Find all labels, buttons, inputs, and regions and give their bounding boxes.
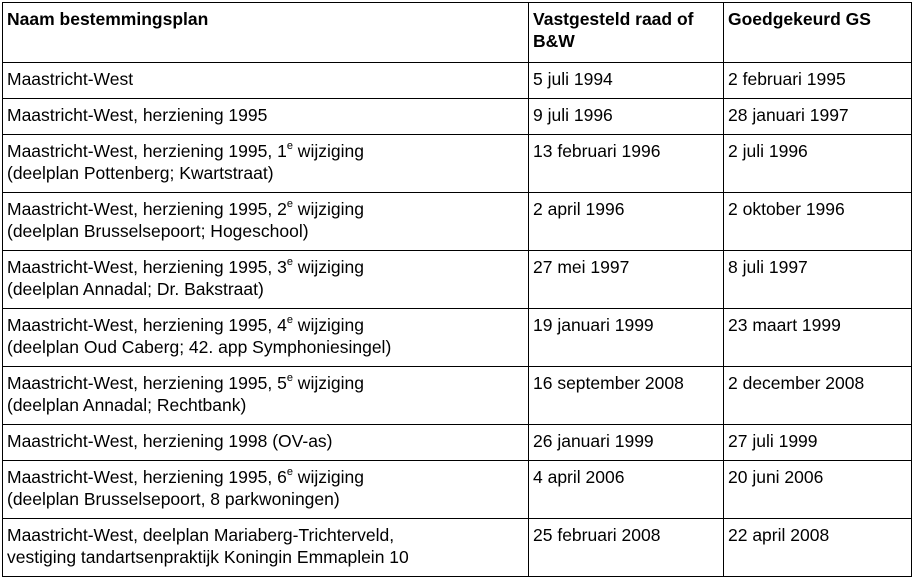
plan-name: Maastricht-West, herziening 1998 (OV-as) [7, 431, 333, 451]
plan-name-cell [3, 193, 529, 251]
plan-name-cell [3, 99, 529, 135]
adopted-date: 4 april 2006 [529, 461, 724, 519]
plan-name-cell [3, 251, 529, 309]
plan-name-cell [3, 367, 529, 425]
approved-date: 20 juni 2006 [724, 461, 912, 519]
header-plan-name: Naam bestemmingsplan [3, 3, 529, 63]
plan-name: Maastricht-West [7, 69, 134, 89]
plan-name [7, 198, 528, 220]
plan-name-rest: wijziging [292, 199, 364, 219]
ordinal-suffix: e [286, 372, 293, 384]
adopted-date: 13 februari 1996 [529, 135, 724, 193]
approved-date: 8 juli 1997 [724, 251, 912, 309]
plan-name-rest: wijziging [292, 467, 364, 487]
approved-date: 28 januari 1997 [724, 99, 912, 135]
plan-subtitle: (deelplan Brusselsepoort; Hogeschool) [7, 221, 309, 241]
table-row [3, 309, 912, 367]
ordinal-suffix: e [286, 140, 293, 152]
plan-subtitle: (deelplan Annadal; Dr. Bakstraat) [7, 279, 264, 299]
header-approved: Goedgekeurd GS [724, 3, 912, 63]
plan-name-rest: wijziging [292, 373, 364, 393]
adopted-date: 16 september 2008 [529, 367, 724, 425]
plan-name-cell [3, 309, 529, 367]
table-row [3, 193, 912, 251]
plan-name [7, 372, 528, 394]
plan-subtitle: (deelplan Pottenberg; Kwartstraat) [7, 163, 274, 183]
plan-name-cell [3, 63, 529, 99]
adopted-date: 26 januari 1999 [529, 425, 724, 461]
adopted-date: 9 juli 1996 [529, 99, 724, 135]
approved-date: 23 maart 1999 [724, 309, 912, 367]
plan-name [7, 314, 528, 336]
table-row [3, 367, 912, 425]
approved-date: 2 oktober 1996 [724, 193, 912, 251]
zoning-plans-table [2, 2, 912, 577]
adopted-date: 5 juli 1994 [529, 63, 724, 99]
plan-name-rest: wijziging [292, 315, 364, 335]
plan-name-cell [3, 461, 529, 519]
plan-name-cell [3, 519, 529, 577]
plan-name [7, 140, 528, 162]
plan-name-main: Maastricht-West, herziening 1995, 5 [7, 373, 287, 393]
table-row [3, 99, 912, 135]
header-adopted: Vastgesteld raad of B&W [529, 3, 724, 63]
plan-name-main: Maastricht-West, herziening 1995, 3 [7, 257, 287, 277]
plan-name: Maastricht-West, deelplan Mariaberg-Trichterveld, [7, 525, 395, 545]
plan-subtitle: vestiging tandartsenpraktijk Koningin Emmaplein 10 [7, 547, 409, 567]
ordinal-suffix: e [286, 314, 293, 326]
adopted-date: 19 januari 1999 [529, 309, 724, 367]
plan-name-rest: wijziging [292, 141, 364, 161]
table-row [3, 519, 912, 577]
plan-name: Maastricht-West, herziening 1995 [7, 105, 268, 125]
plan-name [7, 256, 528, 278]
table-row [3, 63, 912, 99]
plan-name-main: Maastricht-West, herziening 1995, 4 [7, 315, 287, 335]
table-row [3, 425, 912, 461]
approved-date: 2 juli 1996 [724, 135, 912, 193]
plan-subtitle: (deelplan Annadal; Rechtbank) [7, 395, 247, 415]
approved-date: 2 december 2008 [724, 367, 912, 425]
table-row [3, 251, 912, 309]
approved-date: 2 februari 1995 [724, 63, 912, 99]
plan-name-main: Maastricht-West, herziening 1995, 1 [7, 141, 287, 161]
plan-name-cell [3, 425, 529, 461]
adopted-date: 2 april 1996 [529, 193, 724, 251]
table-header-row [3, 3, 912, 63]
plan-name-rest: wijziging [292, 257, 364, 277]
approved-date: 27 juli 1999 [724, 425, 912, 461]
adopted-date: 25 februari 2008 [529, 519, 724, 577]
ordinal-suffix: e [286, 198, 293, 210]
adopted-date: 27 mei 1997 [529, 251, 724, 309]
plan-name [7, 466, 528, 488]
approved-date: 22 april 2008 [724, 519, 912, 577]
plan-name-cell [3, 135, 529, 193]
plan-name-main: Maastricht-West, herziening 1995, 6 [7, 467, 287, 487]
table-row [3, 461, 912, 519]
plan-name-main: Maastricht-West, herziening 1995, 2 [7, 199, 287, 219]
plan-subtitle: (deelplan Oud Caberg; 42. app Symphoniesingel) [7, 337, 392, 357]
ordinal-suffix: e [286, 466, 293, 478]
ordinal-suffix: e [286, 256, 293, 268]
table-row [3, 135, 912, 193]
plan-subtitle: (deelplan Brusselsepoort, 8 parkwoningen) [7, 489, 340, 509]
